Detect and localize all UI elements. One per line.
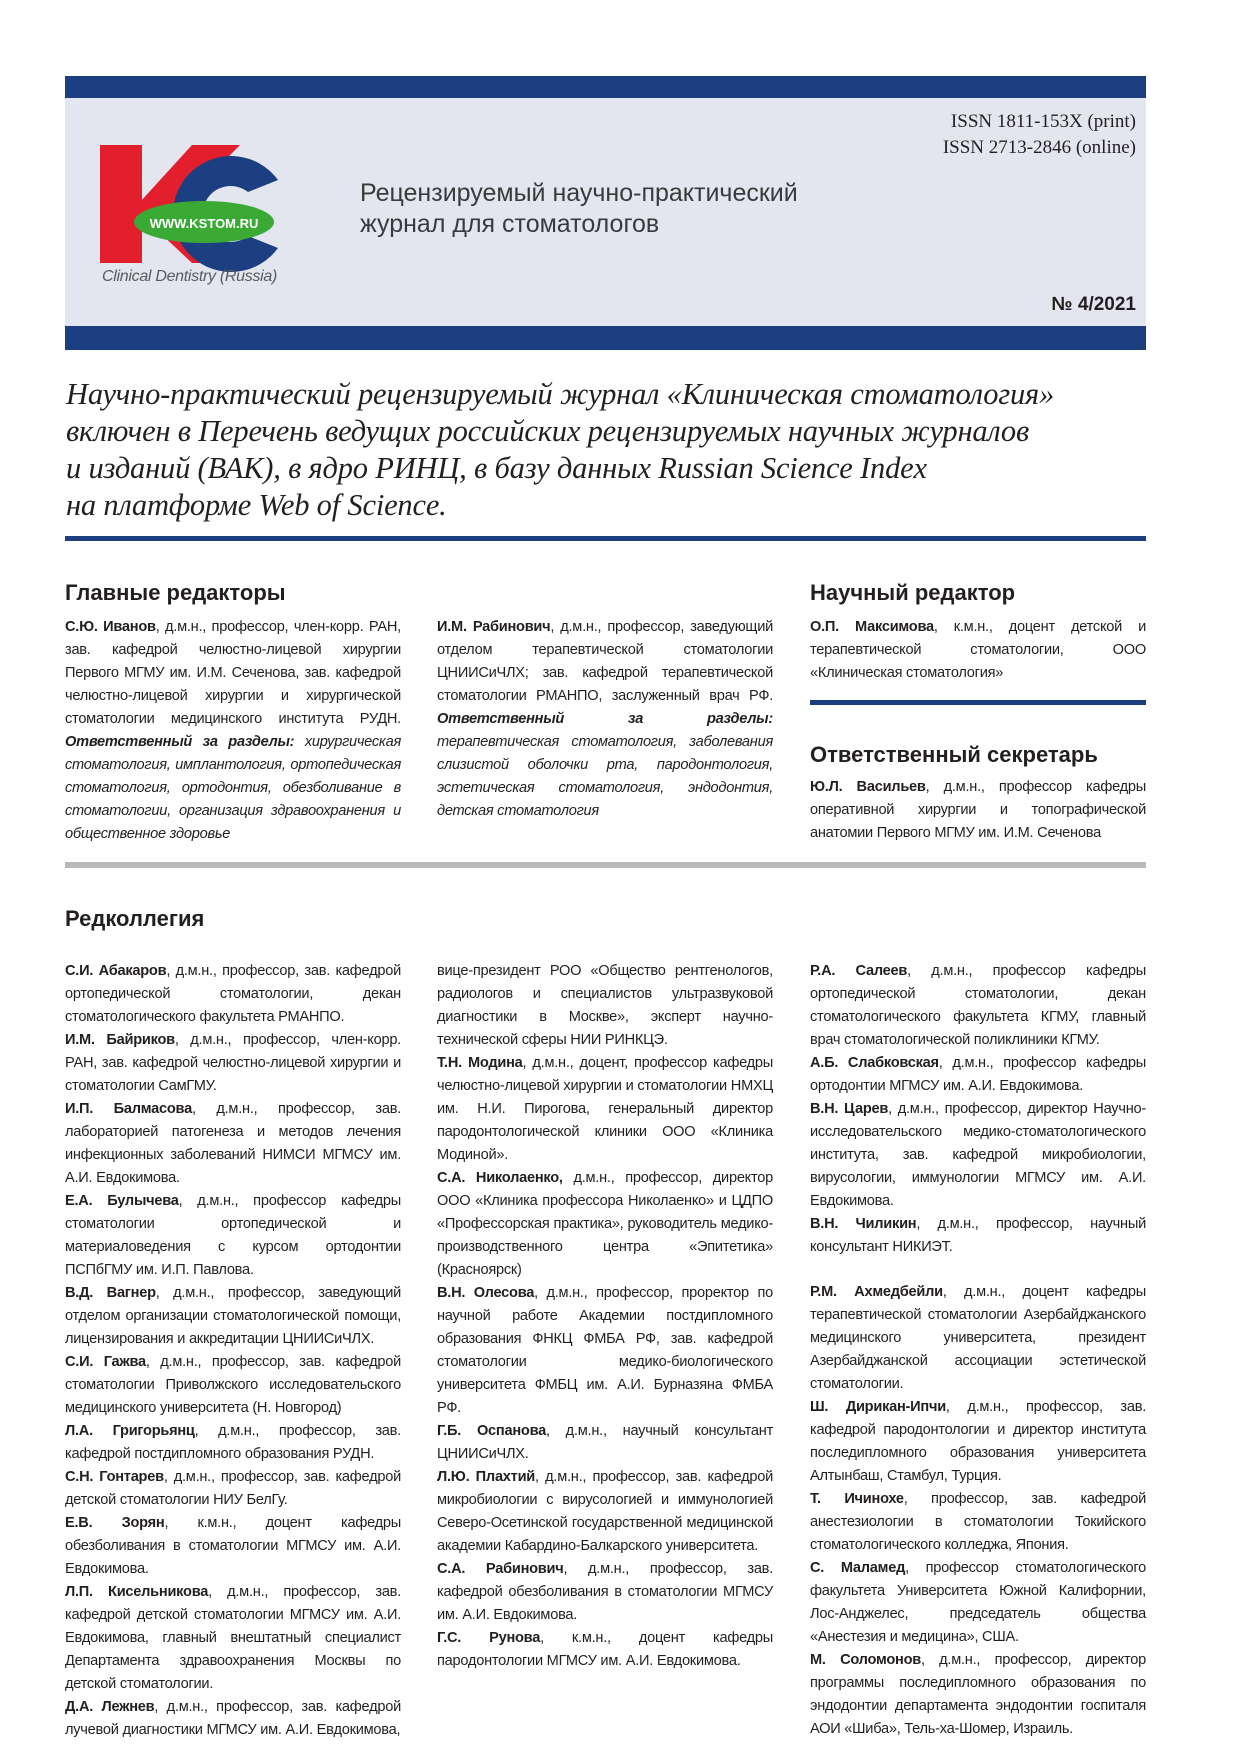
board-member: В.Н. Чиликин, д.м.н., профессор, научный консультант НИКИЭТ. (810, 1216, 1146, 1255)
board-column-2 (437, 960, 773, 1673)
board-member: С. Маламед, профессор стоматологического факультета Университета Южной Калифорнии, Лос-Анджелес, председатель общества «Анестезия и медицина», США. (810, 1560, 1146, 1645)
logo-caption: Clinical Dentistry (Russia) (102, 268, 278, 285)
board-member: Е.В. Зорян, к.м.н., доцент кафедры обезболивания в стоматологии МГМСУ им. А.И. Евдокимова. (65, 1515, 401, 1577)
logo-site-url: WWW.KSTOM.RU (149, 216, 259, 231)
secretary-entry: Ю.Л. Васильев, д.м.н., профессор кафедры оперативной хирургии и топографической анатомии Первого МГМУ им. И.М. Сеченова (810, 779, 1146, 841)
board-member: С.А. Николаенко, д.м.н., профессор, директор ООО «Клиника профессора Николаенко» и ЦДПО «Профессорская практика», руководитель медико-производственного центра «Эпитетика» (Красноярск) (437, 1170, 773, 1278)
secretary-heading: Ответственный секретарь (810, 742, 1098, 767)
board-member: Л.П. Кисельникова, д.м.н., профессор, зав. кафедрой детской стоматологии МГМСУ им. А.И. Евдокимова, главный внештатный специалист Департамента здравоохранения Москвы по детской стоматологии. (65, 1584, 401, 1692)
board-member: А.Б. Слабковская, д.м.н., профессор кафедры ортодонтии МГМСУ им. А.И. Евдокимова. (810, 1055, 1146, 1094)
board-column-3 (810, 960, 1146, 1741)
board-member: Р.А. Салеев, д.м.н., профессор кафедры ортопедической стоматологии, декан стоматологического факультета КГМУ, главный врач стоматологической поликлиники КГМУ. (810, 963, 1146, 1048)
board-divider (65, 862, 1146, 868)
board-member: И.М. Байриков, д.м.н., профессор, член-корр. РАН, зав. кафедрой челюстно-лицевой хирургии и стоматологии СамГМУ. (65, 1032, 401, 1094)
board-member: Г.Б. Оспанова, д.м.н., научный консультант ЦНИИСиЧЛХ. (437, 1423, 774, 1462)
board-member-continued: вице-президент РОО «Общество рентгенологов, радиологов и специалистов ультразвуковой диагностики в Москве», эксперт научно-технической сферы НИИ РИНКЦЭ. (437, 963, 773, 1048)
board-member: Т.Н. Модина, д.м.н., доцент, профессор кафедры челюстно-лицевой хирургии и стоматологии НМХЦ им. Н.И. Пирогова, генеральный директор пародонтологической клиники ООО «Клиника Модиной». (437, 1055, 774, 1163)
board-member: М. Соломонов, д.м.н., профессор, директор программы последипломного образования по эндодонтии департамента эндодонтии госпиталя АОИ «Шиба», Тель-ха-Шомер, Израиль. (810, 1652, 1146, 1737)
board-member: В.Н. Царев, д.м.н., профессор, директор Научно-исследовательского медико-стоматологического института, зав. кафедрой микробиологии, вирусологии, иммунологии МГМСУ им. А.И. Евдокимова. (810, 1101, 1146, 1209)
board-heading: Редколлегия (65, 906, 205, 931)
issn-block (943, 109, 1136, 161)
board-member: Ш. Дирикан-Ипчи, д.м.н., профессор, зав. кафедрой пародонтологии и директор института последипломного образования университета Алтынбаш, Стамбул, Турция. (810, 1399, 1147, 1484)
issn-online: ISSN 2713-2846 (online) (942, 137, 1136, 158)
board-member: И.П. Балмасова, д.м.н., профессор, зав. лабораторией патогенеза и методов лечения инфекционных заболеваний НИМСИ МГМСУ им. А.И. Евдокимова. (65, 1101, 401, 1186)
header-bottom-bar (65, 326, 1146, 350)
board-member: Р.М. Ахмедбейли, д.м.н., доцент кафедры терапевтической стоматологии Азербайджанского медицинского университета, президент Азербайджанской ассоциации эстетической стоматологии. (810, 1284, 1146, 1392)
board-member: Г.С. Рунова, к.м.н., доцент кафедры пародонтологии МГМСУ им. А.И. Евдокимова. (437, 1630, 773, 1669)
issue-number: № 4/2021 (1051, 294, 1136, 315)
journal-subtitle: Рецензируемый научно-практический журнал для стоматологов (360, 179, 798, 238)
science-editor-heading: Научный редактор (810, 580, 1016, 605)
board-member: В.Н. Олесова, д.м.н., профессор, проректор по научной работе Академии постдипломного образования ФНКЦ ФМБА РФ, зав. кафедрой стоматологии медико-биологического университета ФМБЦ им. А.И. Бурназяна ФМБА РФ. (437, 1285, 773, 1416)
board-member: С.И. Абакаров, д.м.н., профессор, зав. кафедрой ортопедической стоматологии, декан стоматологического факультета РМАНПО. (65, 963, 402, 1025)
indexing-statement: Научно-практический рецензируемый журнал «Клиническая стоматология» включен в Перечень ведущих российских рецензируемых научных журналов и изданий (ВАК), в ядро РИНЦ, в базу данных Russian Science Index на платформе Web of Science. (66, 377, 1055, 522)
board-member: В.Д. Вагнер, д.м.н., профессор, заведующий отделом организации стоматологической помощи, лицензирования и аккредитации ЦНИИСиЧЛХ. (65, 1285, 401, 1347)
board-member: С.А. Рабинович, д.м.н., профессор, зав. кафедрой обезболивания в стоматологии МГМСУ им. А.И. Евдокимова. (437, 1561, 773, 1623)
board-member: Е.А. Булычева, д.м.н., профессор кафедры стоматологии ортопедической и материаловедения с курсом ортодонтии ПСПбГМУ им. И.П. Павлова. (65, 1193, 401, 1278)
board-member: С.И. Гажва, д.м.н., профессор, зав. кафедрой стоматологии Приволжского исследовательского медицинского университета (Н. Новгород) (65, 1354, 401, 1416)
board-member: Т. Ичинохе, профессор, зав. кафедрой анестезиологии в стоматологии Токийского стоматологического колледжа, Япония. (810, 1491, 1146, 1553)
header-top-bar (65, 76, 1146, 98)
board-member: Л.Ю. Плахтий, д.м.н., профессор, зав. кафедрой микробиологии с вирусологией и иммунологией Северо-Осетинской государственной медицинской академии Кабардино-Балкарского университета. (437, 1469, 773, 1554)
board-column-1 (65, 960, 401, 1742)
science-editor-entry: О.П. Максимова, к.м.н., доцент детской и терапевтической стоматологии, ООО «Клиническая стоматология» (810, 619, 1146, 681)
chief-editor-ivanov: С.Ю. Иванов, д.м.н., профессор, член-корр. РАН, зав. кафедрой челюстно-лицевой хирургии Первого МГМУ им. И.М. Сеченова, зав. кафедрой челюстно-лицевой хирургии и хирургической стоматологии медицинского института РУДН. Ответственный за разделы: хирургическая стоматология, имплантология, ортопедическая стоматология, ортодонтия, обезболивание в стоматологии, организация здравоохранения и общественное здоровье (65, 619, 401, 842)
science-editor-divider (810, 700, 1146, 705)
board-member: Л.А. Григорьянц, д.м.н., профессор, зав. кафедрой постдипломного образования РУДН. (65, 1423, 401, 1462)
chief-editors-heading: Главные редакторы (65, 580, 286, 605)
issn-print: ISSN 1811-153X (print) (950, 111, 1136, 132)
board-member: С.Н. Гонтарев, д.м.н., профессор, зав. кафедрой детской стоматологии НИУ БелГу. (65, 1469, 401, 1508)
board-member: Д.А. Лежнев, д.м.н., профессор, зав. кафедрой лучевой диагностики МГМСУ им. А.И. Евдокимова, (65, 1699, 401, 1738)
chief-editor-rabinovich: И.М. Рабинович, д.м.н., профессор, заведующий отделом терапевтической стоматологии ЦНИИСиЧЛХ; зав. кафедрой терапевтической стоматологии РМАНПО, заслуженный врач РФ. Ответственный за разделы: терапевтическая стоматология, заболевания слизистой оболочки рта, пародонтология, эстетическая стоматология, эндодонтия, детская стоматология (437, 619, 773, 819)
section-divider (65, 536, 1146, 541)
